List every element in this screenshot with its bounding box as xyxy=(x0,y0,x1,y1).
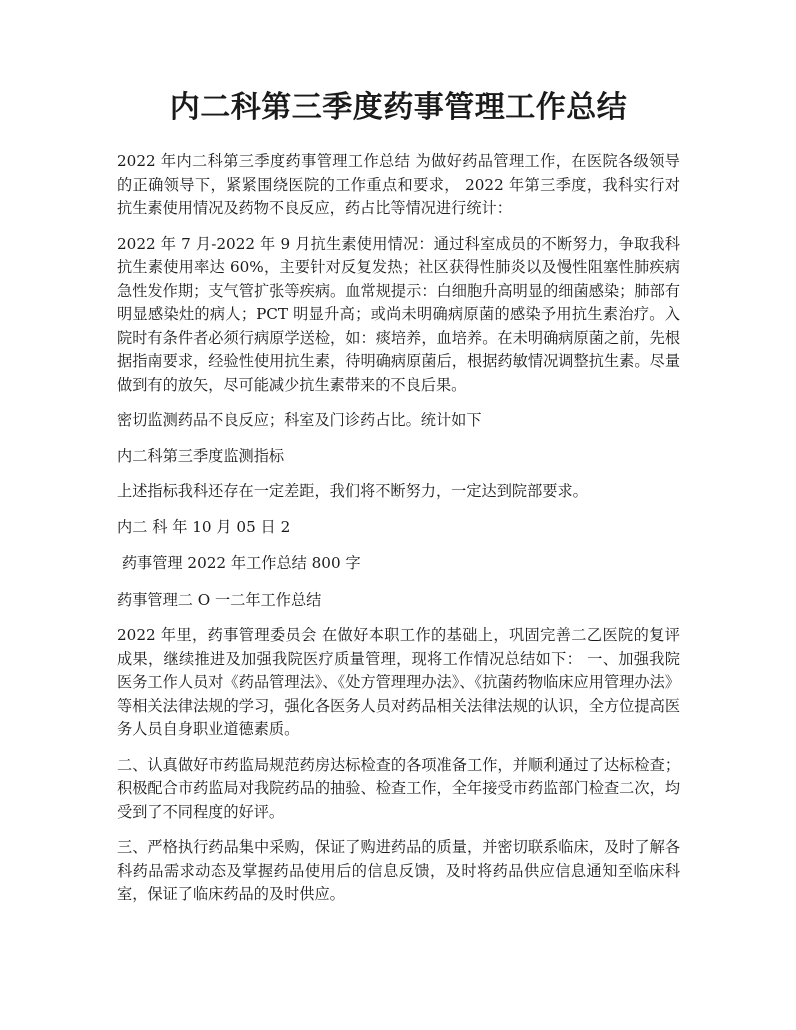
document-title: 内二科第三季度药事管理工作总结 xyxy=(169,90,628,125)
paragraph-subtitle: 药事管理二 O 一二年工作总结 xyxy=(117,590,322,609)
paragraph-item-three: 三、严格执行药品集中采购，保证了购进药品的质量，并密切联系临床，及时了解各科药品需求动态及掌握药品使用后的信息反馈，及时将药品供应信息通知至临床科室，保证了临床药品的及时供应。 xyxy=(117,838,680,903)
paragraph-second-title: 药事管理 2022 年工作总结 800 字 xyxy=(117,554,361,572)
paragraph-indicator-heading: 内二科第三季度监测指标 xyxy=(117,446,285,465)
paragraph-item-two: 二、认真做好市药监局规范药房达标检查的各项准备工作，并顺利通过了达标检查；积极配合市药监局对我院药品的抽验、检查工作，全年接受市药监部门检查二次，均受到了不同程度的好评。 xyxy=(117,755,680,821)
paragraph-date-line: 内二 科 年 10 月 05 日 2 xyxy=(117,517,291,536)
paragraph-annual-summary: 2022 年里，药事管理委员会 在做好本职工作的基础上，巩固完善二乙医院的复评成果，继续推进及加强我院医疗质量管理，现将工作情况总结如下： 一、加强我院医务工作人员对《药品管理法》、《处方管理理办法》、《抗菌药物临床应用管理办法》等相关法律法规的学习，强化各医务人员对药品相关法律法规的认识，全方位提高医务人员自身职业道德素质。 xyxy=(117,626,680,738)
paragraph-monitoring: 密切监测药品不良反应；科室及门诊药占比。统计如下 xyxy=(117,411,482,429)
paragraph-antibiotic-usage: 2022 年 7 月-2022 年 9 月抗生素使用情况：通过科室成员的不断努力，争取我科抗生素使用率达 60%，主要针对反复发热；社区获得性肺炎以及慢性阻塞性肺疾病急性发作期；支气管扩张等疾病。血常规提示：白细胞升高明显的细菌感染；肺部有明显感染灶的病人；PCT 明显升高；或尚未明确病原菌的感染予用抗生素治疗。入院时有条件者必须行病原学送检，如：痰培养，血培养。在未明确病原菌之前，先根据指南要求，经验性使用抗生素，待明确病原菌后，根据药敏情况调整抗生素。尽量做到有的放矢，尽可能减少抗生素带来的不良后果。 xyxy=(117,234,680,394)
paragraph-gap-statement: 上述指标我科还存在一定差距，我们将不断努力，一定达到院部要求。 xyxy=(117,482,588,500)
paragraph-intro: 2022 年内二科第三季度药事管理工作总结 为做好药品管理工作，在医院各级领导的正确领导下，紧紧围绕医院的工作重点和要求， 2022 年第三季度，我科实行对抗生素使用情况及药物不良反应，药占比等情况进行统计： xyxy=(117,152,680,217)
